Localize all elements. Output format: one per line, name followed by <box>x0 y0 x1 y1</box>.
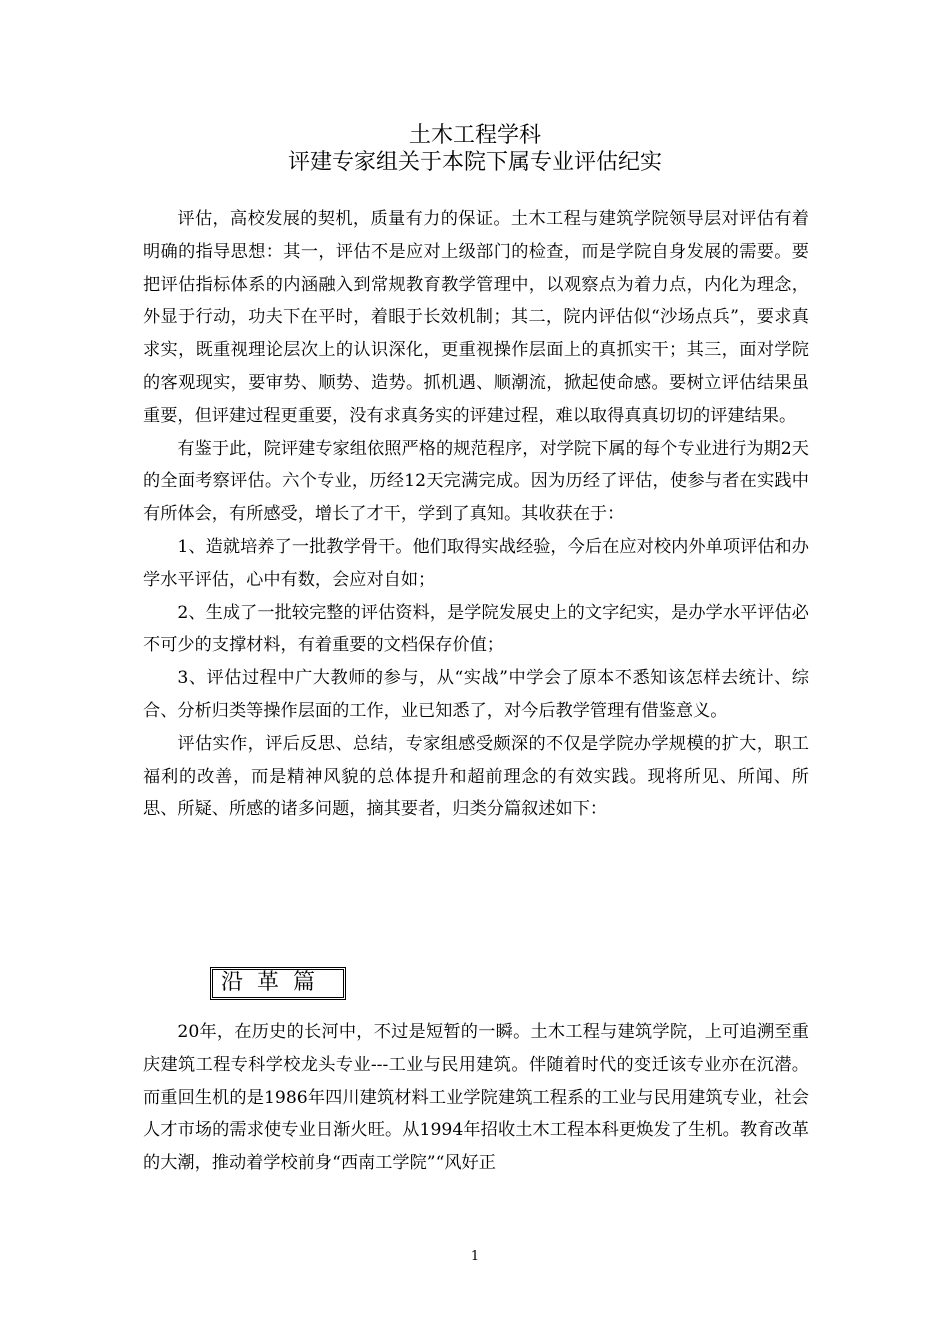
paragraph: 有鉴于此，院评建专家组依照严格的规范程序，对学院下属的每个专业进行为期2天的全面考察评估。六个专业，历经12天完满完成。因为历经了评估，使参与者在实践中有所体会，有所感受，增长了才干，学到了真知。其收获在于： <box>143 438 809 525</box>
paragraph: 1、造就培养了一批教学骨干。他们取得实战经验，今后在应对校内外单项评估和办学水平评估，心中有数，会应对自如； <box>143 536 809 590</box>
section-body <box>143 1016 809 1180</box>
paragraph: 2、生成了一批较完整的评估资料，是学院发展史上的文字纪实，是办学水平评估必不可少的支撑材料，有着重要的文档保存价值； <box>143 602 809 656</box>
page-number: 1 <box>470 1249 480 1264</box>
paragraph: 评估实作，评后反思、总结，专家组感受颇深的不仅是学院办学规模的扩大，职工福利的改善，而是精神风貌的总体提升和超前理念的有效实践。现将所见、所闻、所思、所疑、所感的诸多问题，摘其要者，归类分篇叙述如下： <box>143 733 809 820</box>
section-heading: 沿革篇 <box>212 969 344 998</box>
intro-body <box>143 203 809 826</box>
document-title-line2: 评建专家组关于本院下属专业评估纪实 <box>287 150 662 175</box>
document-title-line1: 土木工程学科 <box>408 123 541 148</box>
paragraph: 3、评估过程中广大教师的参与，从“实战”中学会了原本不悉知该怎样去统计、综合、分析归类等操作层面的工作，业已知悉了，对今后教学管理有借鉴意义。 <box>143 668 809 721</box>
paragraph: 20年，在历史的长河中，不过是短暂的一瞬。土木工程与建筑学院，上可追溯至重庆建筑工程专科学校龙头专业---工业与民用建筑。伴随着时代的变迁该专业亦在沉潜。而重回生机的是1986年四川建筑材料工业学院建筑工程系的工业与民用建筑专业，社会人才市场的需求使专业日渐火旺。从1994年招收土木工程本科更焕发了生机。教育改革的大潮，推动着学校前身“西南工学院”“风好正 <box>143 1022 809 1174</box>
paragraph: 评估，高校发展的契机，质量有力的保证。土木工程与建筑学院领导层对评估有着明确的指导思想：其一，评估不是应对上级部门的检查，而是学院自身发展的需要。要把评估指标体系的内涵融入到常规教育教学管理中，以观察点为着力点，内化为理念，外显于行动，功夫下在平时，着眼于长效机制；其二，院内评估似“沙场点兵”，要求真求实，既重视理论层次上的认识深化，更重视操作层面上的真抓实干；其三，面对学院的客观现实，要审势、顺势、造势。抓机遇、顺潮流，掀起使命感。要树立评估结果虽重要，但评建过程更重要，没有求真务实的评建过程，难以取得真真切切的评建结果。 <box>143 209 809 426</box>
